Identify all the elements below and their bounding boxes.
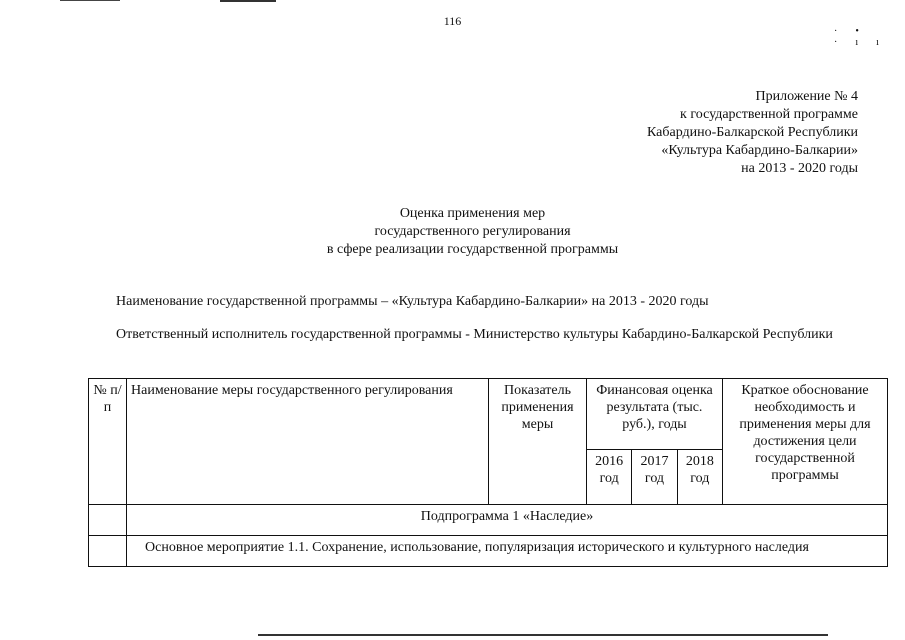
measures-table	[88, 378, 888, 567]
title-line: государственного регулирования	[374, 224, 571, 239]
scan-artifact-top-left	[60, 0, 120, 1]
header-measure-name: Наименование меры государственного регулирования	[127, 379, 489, 505]
table-header-row	[89, 379, 888, 450]
header-num: № п/п	[89, 379, 127, 505]
page-number: 116	[443, 14, 462, 28]
appendix-line: на 2013 - 2020 годы	[741, 161, 858, 176]
executor-paragraph: Ответственный исполнитель государственной программы - Министерство культуры Кабардино-Балкарской Республики	[116, 327, 833, 342]
subprogram-title: Подпрограмма 1 «Наследие»	[127, 505, 888, 536]
main-event-title: Основное мероприятие 1.1. Сохранение, использование, популяризация исторического и культурного наследия	[127, 536, 888, 567]
scan-artifact-bottom	[258, 634, 828, 636]
appendix-line: Кабардино-Балкарской Республики	[647, 125, 858, 140]
scan-marks: ·• ·ıı	[834, 26, 897, 48]
header-reason: Краткое обоснование необходимость и применения меры для достижения цели государственной программы	[723, 379, 888, 505]
header-year-2017: 2017 год	[632, 450, 677, 505]
header-indicator: Показатель применения меры	[489, 379, 587, 505]
appendix-line: Приложение № 4	[755, 89, 858, 104]
header-financial: Финансовая оценка результата (тыс. руб.), годы	[587, 379, 723, 450]
title-line: Оценка применения мер	[399, 206, 546, 221]
table-row-subprogram	[89, 505, 888, 536]
header-year-2016: 2016 год	[587, 450, 632, 505]
subprogram-num-cell	[89, 505, 127, 536]
appendix-line: «Культура Кабардино-Балкарии»	[661, 143, 858, 158]
program-name-paragraph: Наименование государственной программы – «Культура Кабардино-Балкарии» на 2013 - 2020 годы	[116, 294, 709, 309]
appendix-block	[647, 88, 858, 178]
appendix-line: к государственной программе	[680, 107, 858, 122]
table-row-main-event	[89, 536, 888, 567]
header-year-2018: 2018 год	[677, 450, 722, 505]
document-title	[0, 205, 905, 259]
title-line: в сфере реализации государственной программы	[326, 242, 619, 257]
scan-artifact-top-center	[220, 0, 276, 2]
main-event-num-cell	[89, 536, 127, 567]
